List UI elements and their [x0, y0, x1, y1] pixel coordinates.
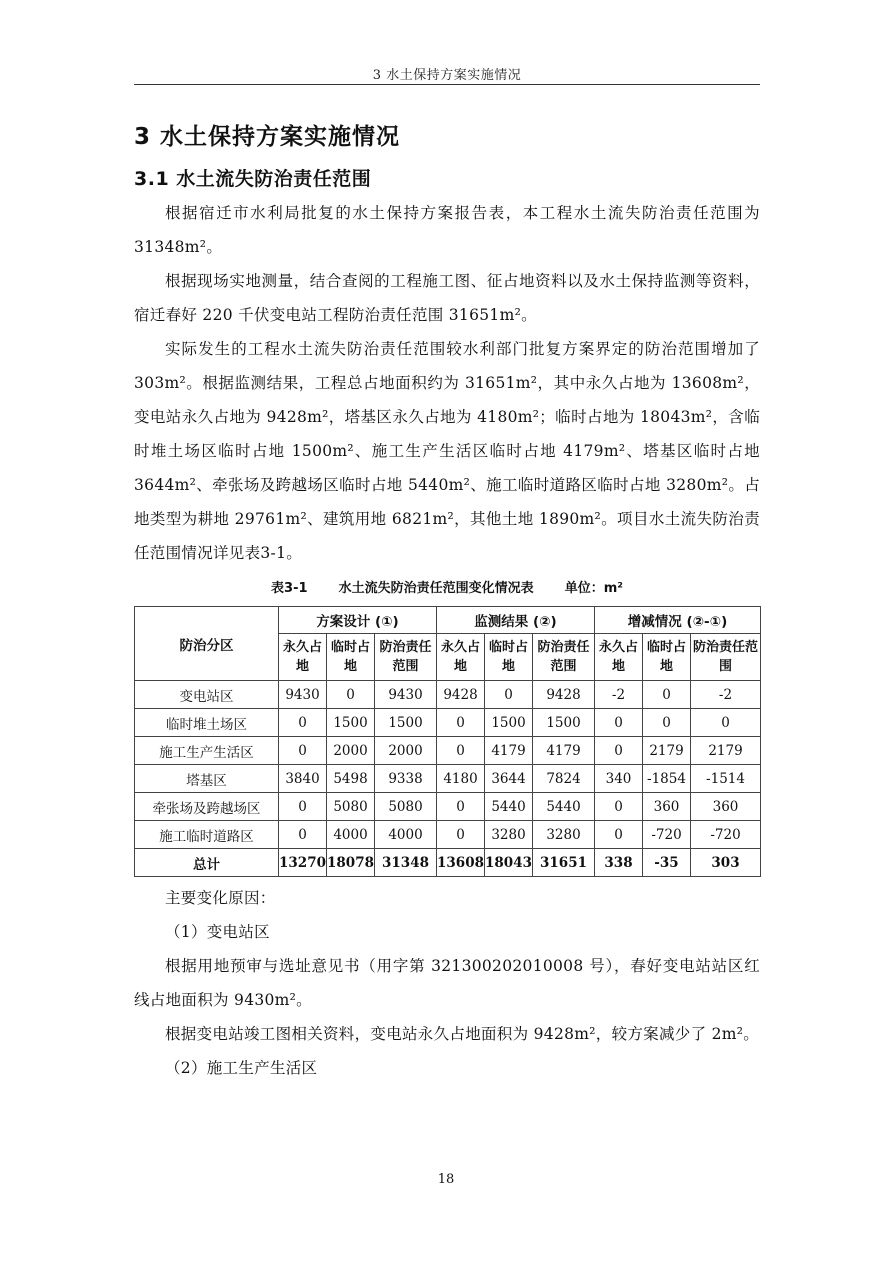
value-cell: 2000 — [375, 737, 437, 765]
value-cell: 360 — [691, 793, 761, 821]
sub-header-permanent: 永久占地 — [437, 634, 485, 681]
responsibility-scope-table — [134, 606, 761, 877]
sub-header-temporary: 临时占地 — [327, 634, 375, 681]
value-cell: 9430 — [279, 681, 327, 709]
value-cell: 0 — [643, 709, 691, 737]
page-content — [134, 118, 760, 1085]
total-value-cell: 18078 — [327, 849, 375, 877]
sub-header-scope: 防治责任范围 — [691, 634, 761, 681]
group-header-design: 方案设计 (①) — [279, 607, 437, 634]
change-reasons — [134, 881, 760, 1085]
table-row — [135, 709, 761, 737]
value-cell: 1500 — [485, 709, 533, 737]
table-row — [135, 765, 761, 793]
total-value-cell: 13270 — [279, 849, 327, 877]
value-cell: 360 — [643, 793, 691, 821]
reason-item-title: （1）变电站区 — [165, 923, 270, 941]
value-cell: 5440 — [533, 793, 595, 821]
value-cell: 0 — [437, 709, 485, 737]
value-cell: 4000 — [327, 821, 375, 849]
value-cell: -1854 — [643, 765, 691, 793]
total-value-cell: 338 — [595, 849, 643, 877]
value-cell: 9428 — [437, 681, 485, 709]
table-row — [135, 681, 761, 709]
paragraph-measured-scope: 根据现场实地测量，结合查阅的工程施工图、征占地资料以及水土保持监测等资料，宿迁春好 220 千伏变电站工程防治责任范围 31651m²。 — [134, 272, 760, 324]
value-cell: 1500 — [327, 709, 375, 737]
value-cell: 0 — [279, 793, 327, 821]
value-cell: 0 — [595, 737, 643, 765]
sub-header-temporary: 临时占地 — [643, 634, 691, 681]
value-cell: 1500 — [533, 709, 595, 737]
reason-paragraph: 根据用地预审与选址意见书（用字第 321300202010008 号），春好变电站站区红线占地面积为 9430m²。 — [134, 957, 760, 1009]
value-cell: 0 — [327, 681, 375, 709]
value-cell: -2 — [691, 681, 761, 709]
total-value-cell: 13608 — [437, 849, 485, 877]
total-label-cell: 总计 — [135, 849, 279, 877]
reason-item-title: （2）施工生产生活区 — [165, 1059, 318, 1077]
zone-cell: 施工临时道路区 — [135, 821, 279, 849]
value-cell: 3644 — [485, 765, 533, 793]
zone-cell: 施工生产生活区 — [135, 737, 279, 765]
value-cell: 3280 — [485, 821, 533, 849]
table-row — [135, 793, 761, 821]
zone-cell: 变电站区 — [135, 681, 279, 709]
value-cell: 9430 — [375, 681, 437, 709]
group-header-change: 增减情况 (②-①) — [595, 607, 761, 634]
total-value-cell: 31348 — [375, 849, 437, 877]
sub-header-temporary: 临时占地 — [485, 634, 533, 681]
value-cell: 2000 — [327, 737, 375, 765]
value-cell: 5440 — [485, 793, 533, 821]
value-cell: 2179 — [643, 737, 691, 765]
zone-cell: 牵张场及跨越场区 — [135, 793, 279, 821]
value-cell: 0 — [437, 793, 485, 821]
table-caption-number: 表3-1 — [271, 581, 308, 596]
header-rule — [134, 84, 760, 85]
value-cell: 0 — [279, 709, 327, 737]
value-cell: -720 — [691, 821, 761, 849]
value-cell: 5080 — [327, 793, 375, 821]
value-cell: 340 — [595, 765, 643, 793]
value-cell: 3280 — [533, 821, 595, 849]
value-cell: 0 — [595, 821, 643, 849]
value-cell: 1500 — [375, 709, 437, 737]
value-cell: -1514 — [691, 765, 761, 793]
value-cell: 0 — [279, 821, 327, 849]
total-value-cell: 31651 — [533, 849, 595, 877]
section-title: 3.1 水土流失防治责任范围 — [134, 168, 372, 190]
reasons-heading: 主要变化原因： — [165, 889, 276, 907]
value-cell: -2 — [595, 681, 643, 709]
table-row — [135, 737, 761, 765]
value-cell: 4180 — [437, 765, 485, 793]
value-cell: 0 — [437, 821, 485, 849]
zone-cell: 塔基区 — [135, 765, 279, 793]
value-cell: 0 — [437, 737, 485, 765]
running-header: 3 水土保持方案实施情况 — [372, 68, 522, 83]
group-header-monitoring: 监测结果 (②) — [437, 607, 595, 634]
value-cell: 9338 — [375, 765, 437, 793]
value-cell: 4000 — [375, 821, 437, 849]
value-cell: 2179 — [691, 737, 761, 765]
paragraph-scope-change: 实际发生的工程水土流失防治责任范围较水利部门批复方案界定的防治范围增加了 303m²。根据监测结果，工程总占地面积约为 31651m²，其中永久占地为 13608m²，变电站永久占地为 9428m²，塔基区永久占地为 4180m²；临时占地为 18043m²，含临时堆土场区临时占地 1500m²、施工生产生活区临时占地 4179m²、塔基区临时占地 3644m²、牵张场及跨越场区临时占地 5440m²、施工临时道路区临时占地 3280m²。占地类型为耕地 29761m²、建筑用地 6821m²，其他土地 1890m²。项目水土流失防治责任范围情况详见表3-1。 — [134, 340, 760, 562]
sub-header-scope: 防治责任范围 — [375, 634, 437, 681]
value-cell: 3840 — [279, 765, 327, 793]
sub-header-scope: 防治责任范围 — [533, 634, 595, 681]
total-value-cell: -35 — [643, 849, 691, 877]
zone-cell: 临时堆土场区 — [135, 709, 279, 737]
reason-paragraph: 根据变电站竣工图相关资料，变电站永久占地面积为 9428m²，较方案减少了 2m²。 — [165, 1025, 760, 1043]
table-caption-title: 水土流失防治责任范围变化情况表 — [338, 581, 534, 596]
table-caption-unit: 单位：m² — [564, 581, 623, 596]
zone-column-header: 防治分区 — [135, 607, 279, 681]
page-number: 18 — [437, 1172, 455, 1187]
value-cell: 7824 — [533, 765, 595, 793]
value-cell: 0 — [279, 737, 327, 765]
chapter-title: 3 水土保持方案实施情况 — [134, 124, 401, 150]
value-cell: 0 — [595, 709, 643, 737]
value-cell: -720 — [643, 821, 691, 849]
value-cell: 0 — [595, 793, 643, 821]
total-value-cell: 303 — [691, 849, 761, 877]
value-cell: 0 — [643, 681, 691, 709]
value-cell: 5498 — [327, 765, 375, 793]
value-cell: 5080 — [375, 793, 437, 821]
value-cell: 0 — [691, 709, 761, 737]
value-cell: 4179 — [485, 737, 533, 765]
paragraph-approved-scope: 根据宿迁市水利局批复的水土保持方案报告表，本工程水土流失防治责任范围为31348m²。 — [134, 204, 760, 256]
table-caption — [134, 580, 760, 598]
total-value-cell: 18043 — [485, 849, 533, 877]
table-row — [135, 821, 761, 849]
value-cell: 4179 — [533, 737, 595, 765]
value-cell: 0 — [485, 681, 533, 709]
value-cell: 9428 — [533, 681, 595, 709]
sub-header-permanent: 永久占地 — [595, 634, 643, 681]
table-total-row — [135, 849, 761, 877]
sub-header-permanent: 永久占地 — [279, 634, 327, 681]
